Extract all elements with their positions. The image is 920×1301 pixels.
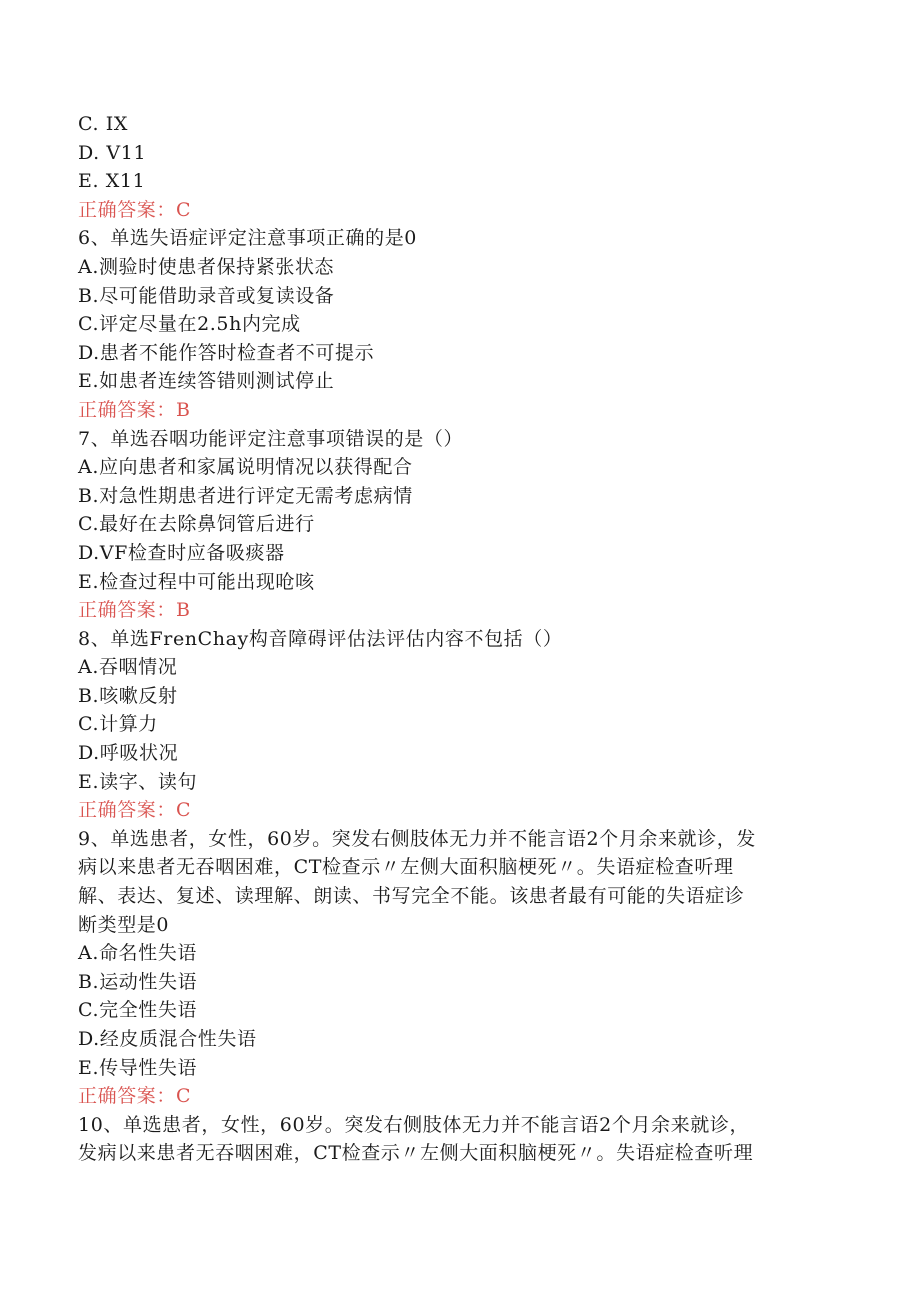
option-c: C.计算力 [78,713,158,736]
question-6 [78,224,838,424]
option-c: C.完全性失语 [78,999,198,1022]
correct-answer: 正确答案：C [78,198,192,221]
option-b: B.咳嗽反射 [78,684,178,707]
option-b: B.尽可能借助录音或复读设备 [78,284,335,307]
option-d: D.患者不能作答时检查者不可提示 [78,341,375,364]
question-stem-line-4: 断类型是0 [78,913,170,936]
question-stem-line-2: 发病以来患者无吞咽困难，CT检查示〃左侧大面积脑梗死〃。失语症检查听理 [78,1142,754,1165]
question-stem: 8、单选FrenChay构音障碍评估法评估内容不包括（） [78,627,563,650]
correct-answer: 正确答案：B [78,398,191,421]
question-stem-line-1: 9、单选患者，女性，60岁。突发右侧肢体无力并不能言语2个月余来就诊，发 [78,827,756,850]
option-c: C.最好在去除鼻饲管后进行 [78,513,315,536]
option-e: E. X11 [78,170,146,193]
option-d: D.VF检查时应备吸痰器 [78,541,285,564]
question-10 [78,1111,838,1168]
question-stem-line-3: 解、表达、复述、读理解、朗读、书写完全不能。该患者最有可能的失语症诊 [78,885,745,908]
question-8 [78,625,838,825]
correct-answer: 正确答案：C [78,799,192,822]
question-stem-line-1: 10、单选患者，女性，60岁。突发右侧肢体无力并不能言语2个月余来就诊， [78,1113,750,1136]
option-b: B.对急性期患者进行评定无需考虑病情 [78,484,413,507]
option-e: E.传导性失语 [78,1056,198,1079]
question-7 [78,425,838,625]
option-e: E.如患者连续答错则测试停止 [78,370,335,393]
option-d: D.呼吸状况 [78,742,179,765]
option-b: B.运动性失语 [78,970,198,993]
question-stem: 6、单选失语症评定注意事项正确的是0 [78,227,417,250]
question-5-tail [78,110,838,224]
option-a: A.吞咽情况 [78,656,178,679]
question-9 [78,825,838,1111]
option-d: D. V11 [78,141,147,164]
correct-answer: 正确答案：C [78,1085,192,1108]
option-e: E.读字、读句 [78,770,198,793]
option-d: D.经皮质混合性失语 [78,1028,257,1050]
option-a: A.测验时使患者保持紧张状态 [78,255,335,278]
exam-document [78,110,838,1168]
option-c: C. IX [78,113,128,135]
question-stem: 7、单选吞咽功能评定注意事项错误的是（） [78,427,464,450]
question-stem-line-2: 病以来患者无吞咽困难，CT检查示〃左侧大面积脑梗死〃。失语症检查听理 [78,856,734,879]
option-e: E.检查过程中可能出现呛咳 [78,570,315,593]
correct-answer: 正确答案：B [78,599,191,622]
option-c: C.评定尽量在2.5h内完成 [78,313,301,336]
option-a: A.应向患者和家属说明情况以获得配合 [78,456,413,479]
option-a: A.命名性失语 [78,942,197,965]
